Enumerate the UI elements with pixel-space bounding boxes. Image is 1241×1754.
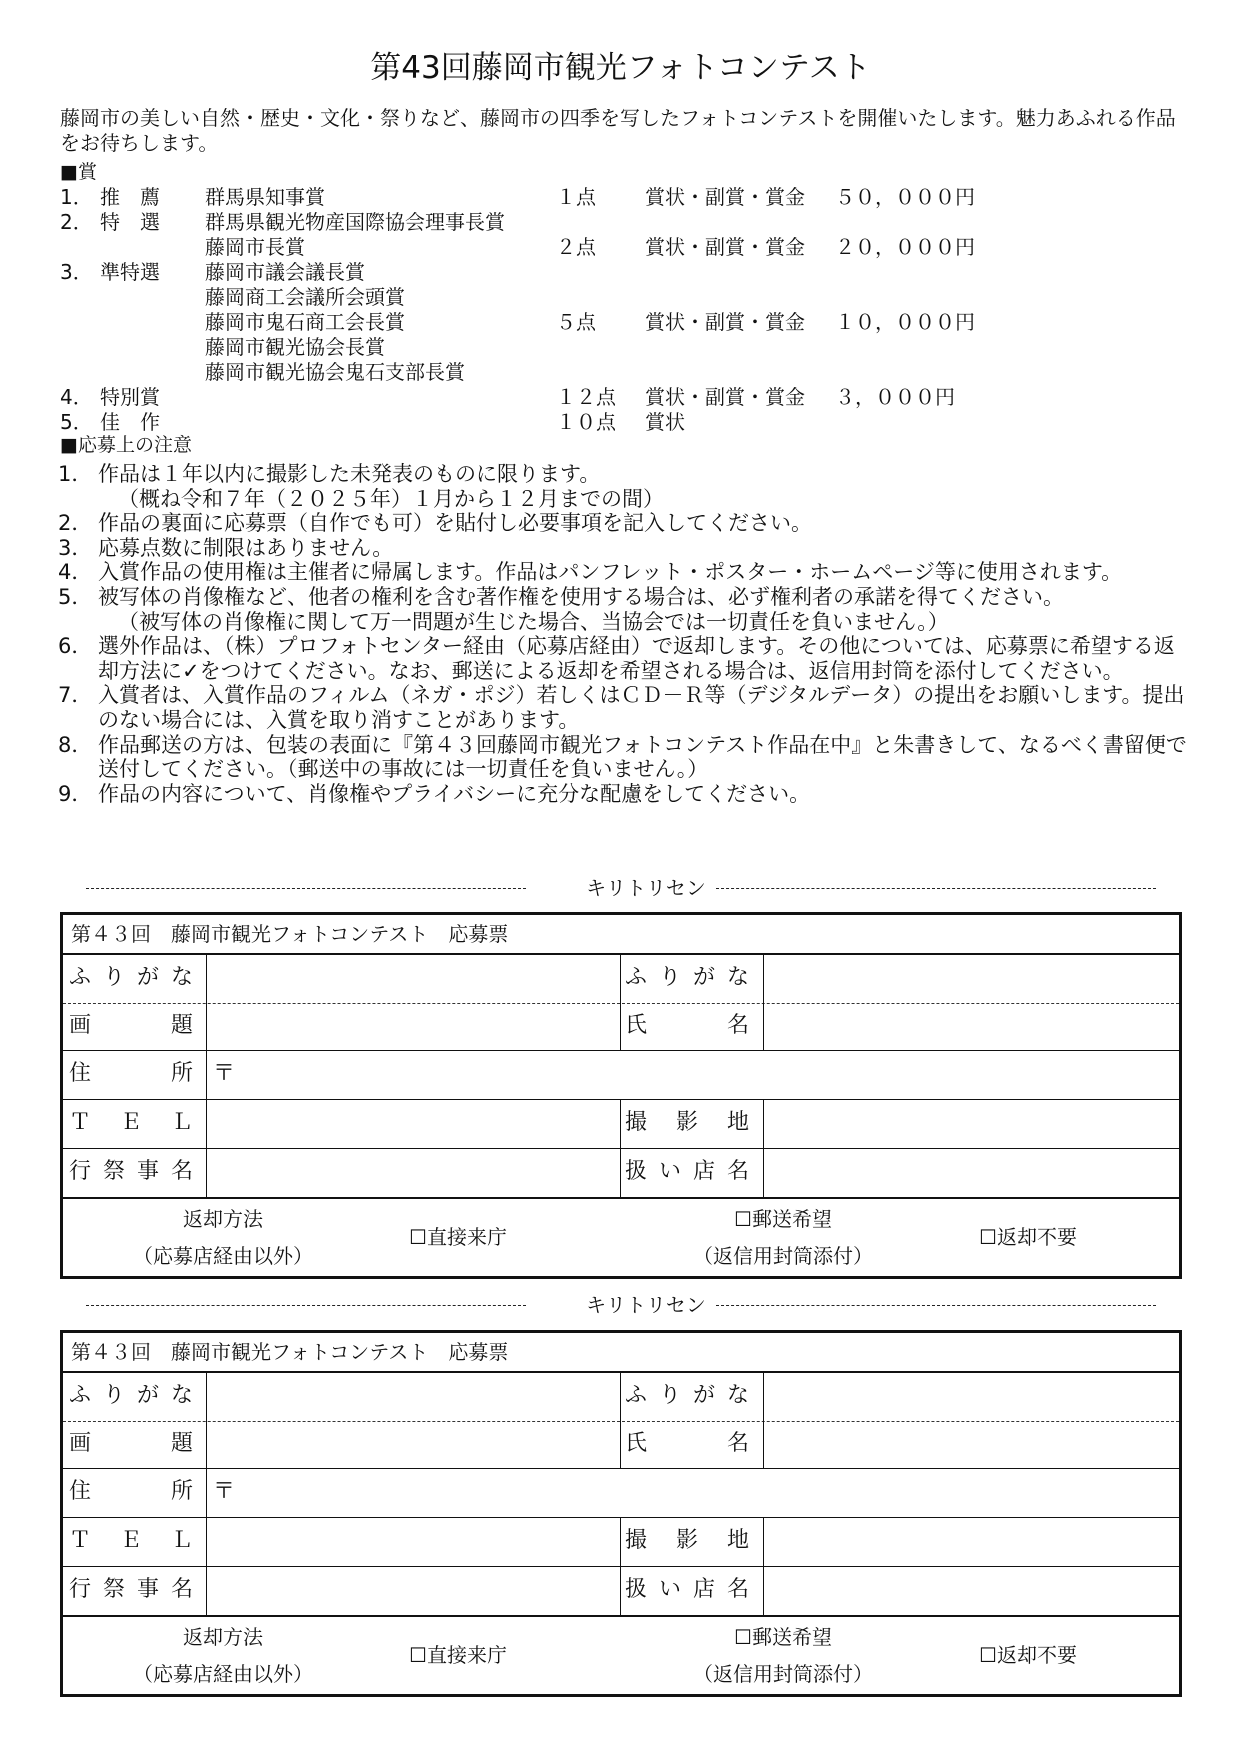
note-number: 2．: [58, 511, 93, 536]
note-number: 6．: [58, 634, 93, 659]
page-title: 第43回藤岡市観光フォトコンテスト: [370, 50, 871, 86]
note-number: 5．: [58, 584, 93, 609]
furigana-label: [625, 963, 749, 993]
title-label-char: 画: [69, 1431, 92, 1456]
prize-reward: 賞状・副賞・賞金: [645, 185, 805, 209]
intro-text: 藤岡市の美しい自然・歴史・文化・祭りなど、藤岡市の四季を写したフォトコンテストを開催いたします。魅力あふれる作品をお待ちします。: [60, 106, 1176, 155]
furigana-label-char: ふ: [69, 965, 92, 990]
prize-amount: ３，０００円: [835, 385, 955, 409]
col-divider: [763, 1371, 764, 1468]
tel-label-char: Ｔ: [69, 1110, 92, 1135]
note-subtext: （被写体の肖像権に関して万一問題が生じた場合、当協会では一切責任を負いません。）: [118, 609, 949, 634]
title-label: [69, 1011, 193, 1041]
address-label-char: 所: [170, 1061, 193, 1086]
address-label: [69, 1477, 193, 1507]
furigana-input[interactable]: [768, 1373, 1178, 1419]
notes-list: [58, 462, 1188, 806]
option-none-checkbox[interactable]: ☐返却不要: [979, 1643, 1077, 1667]
note-text: 作品郵送の方は、包装の表面に『第４３回藤岡市観光フォトコンテスト作品在中』と朱書きして、なるべく書留便で送付してください。（郵送中の事故には一切責任を負いません。）: [98, 732, 1187, 782]
row-divider: [63, 1003, 1179, 1004]
entry-form: [60, 912, 1182, 1279]
photo-title-input[interactable]: [211, 1005, 616, 1049]
note-item: [58, 462, 1188, 487]
prize-count: １点: [556, 185, 596, 209]
furigana-label-char: が: [692, 1383, 715, 1408]
return-method-label: 返却方法: [183, 1625, 263, 1649]
furigana-label-char: ふ: [625, 965, 648, 990]
address-label-char: 所: [170, 1479, 193, 1504]
tel-label: [69, 1108, 193, 1138]
cut-dash-right: [716, 888, 1156, 889]
shop-label-char: 扱: [625, 1159, 648, 1184]
location-label: [625, 1526, 749, 1556]
location-label-char: 地: [726, 1528, 749, 1553]
prize-no: 5．: [60, 410, 93, 434]
option-direct-checkbox[interactable]: ☐直接来庁: [409, 1643, 507, 1667]
prize-reward: 賞状: [645, 410, 685, 434]
name-label-char: 氏: [625, 1013, 648, 1038]
return-method-label: 返却方法: [183, 1207, 263, 1231]
cut-dash-right: [716, 1305, 1156, 1306]
location-input[interactable]: [768, 1101, 1178, 1147]
shop-input[interactable]: [768, 1568, 1178, 1614]
furigana-label: [69, 963, 193, 993]
note-text: 被写体の肖像権など、他者の権利を含む著作権を使用する場合は、必ず権利者の承諾を得てください。: [98, 584, 1064, 609]
shop-input[interactable]: [768, 1150, 1178, 1196]
title-label-char: 画: [69, 1013, 92, 1038]
furigana-label-char: り: [102, 1383, 125, 1408]
prize-cat: 特別賞: [100, 385, 160, 409]
shop-label: [625, 1575, 749, 1605]
prize-amount: ２０，０００円: [835, 235, 975, 259]
note-number: 3．: [58, 535, 93, 560]
row-divider: [63, 1197, 1179, 1199]
row-divider: [63, 1615, 1179, 1617]
name-input[interactable]: [768, 1005, 1178, 1049]
note-item: [58, 683, 1188, 732]
furigana-input[interactable]: [211, 955, 616, 1001]
row-divider: [63, 1099, 1179, 1100]
note-item: [58, 536, 1188, 561]
furigana-label-char: な: [726, 965, 749, 990]
prize-reward: 賞状・副賞・賞金: [645, 310, 805, 334]
note-text: 作品の裏面に応募票（自作でも可）を貼付し必要事項を記入してください。: [98, 511, 812, 536]
furigana-label: [69, 1381, 193, 1411]
cut-label: キリトリセン: [586, 876, 706, 900]
note-number: 7．: [58, 683, 93, 708]
tel-input[interactable]: [211, 1101, 616, 1147]
location-label-char: 影: [675, 1110, 698, 1135]
cut-dash-left: [86, 888, 526, 889]
note-text: 作品の内容について、肖像権やプライバシーに充分な配慮をしてください。: [98, 781, 811, 806]
note-number: 9．: [58, 781, 93, 806]
form-title: 第４３回 藤岡市観光フォトコンテスト 応募票: [63, 1333, 1179, 1373]
option-none-checkbox[interactable]: ☐返却不要: [979, 1225, 1077, 1249]
row-divider: [63, 1517, 1179, 1518]
prize-name: 藤岡市長賞: [205, 235, 305, 259]
location-label: [625, 1108, 749, 1138]
option-mail-note: （返信用封筒添付）: [693, 1662, 873, 1686]
prize-name: 藤岡市鬼石商工会長賞: [205, 310, 405, 334]
shop-label-char: い: [658, 1577, 681, 1602]
furigana-label-char: が: [136, 1383, 159, 1408]
tel-label-char: Ｌ: [170, 1528, 193, 1553]
address-input[interactable]: [238, 1470, 1178, 1516]
prize-name: 群馬県知事賞: [205, 185, 325, 209]
row-divider: [63, 1468, 1179, 1469]
furigana-label-char: が: [692, 965, 715, 990]
option-mail-note: （返信用封筒添付）: [693, 1244, 873, 1268]
shop-label-char: 店: [692, 1577, 715, 1602]
address-label-char: 住: [69, 1061, 92, 1086]
note-item: [58, 585, 1188, 610]
col-divider: [206, 953, 207, 1197]
furigana-label-char: り: [102, 965, 125, 990]
furigana-label-char: り: [658, 965, 681, 990]
prize-name: 群馬県観光物産国際協会理事長賞: [205, 210, 505, 234]
return-method-note: （応募店経由以外）: [133, 1662, 313, 1686]
prize-no: 2．: [60, 210, 93, 234]
note-number: 1．: [58, 462, 93, 486]
prize-cat: 特 選: [100, 210, 160, 234]
col-divider: [620, 1517, 621, 1615]
furigana-label-char: ふ: [625, 1383, 648, 1408]
cut-line: [86, 876, 1156, 900]
event-input[interactable]: [211, 1568, 616, 1614]
col-divider: [763, 953, 764, 1050]
prize-name: 藤岡市観光協会長賞: [205, 335, 385, 359]
tel-label: [69, 1526, 193, 1556]
col-divider: [620, 953, 621, 1050]
prize-name: 藤岡商工会議所会頭賞: [205, 285, 405, 309]
entry-form: [60, 1330, 1182, 1697]
event-label-char: 事: [136, 1159, 159, 1184]
form-title: 第４３回 藤岡市観光フォトコンテスト 応募票: [63, 915, 1179, 955]
note-text: 入賞者は、入賞作品のフィルム（ネガ・ポジ）若しくはＣＤ－Ｒ等（デジタルデータ）の提出をお願いします。提出のない場合には、入賞を取り消すことがあります。: [98, 683, 1185, 732]
prize-name: 藤岡市観光協会鬼石支部長賞: [205, 360, 465, 384]
option-mail-checkbox[interactable]: ☐郵送希望: [734, 1625, 832, 1649]
furigana-label-char: が: [136, 965, 159, 990]
prize-name: 藤岡市議会議長賞: [205, 260, 365, 284]
shop-label-char: い: [658, 1159, 681, 1184]
note-text: 作品は１年以内に撮影した未発表のものに限ります。: [98, 462, 601, 486]
address-label-char: 住: [69, 1479, 92, 1504]
furigana-input[interactable]: [211, 1373, 616, 1419]
address-input[interactable]: [238, 1052, 1178, 1098]
cut-dash-left: [86, 1305, 526, 1306]
row-divider: [63, 1421, 1179, 1422]
option-direct-checkbox[interactable]: ☐直接来庁: [409, 1225, 507, 1249]
name-label: [625, 1011, 749, 1041]
prize-count: ２点: [556, 235, 596, 259]
prizes-heading: ■賞: [60, 161, 97, 183]
furigana-label-char: り: [658, 1383, 681, 1408]
note-item: [58, 634, 1188, 683]
tel-label-char: Ｅ: [119, 1110, 142, 1135]
prize-cat: 準特選: [100, 260, 160, 284]
location-label-char: 撮: [625, 1528, 648, 1553]
title-label-char: 題: [170, 1013, 193, 1038]
prize-no: 1．: [60, 185, 93, 209]
cut-label: キリトリセン: [586, 1293, 706, 1317]
name-label-char: 名: [726, 1013, 749, 1038]
furigana-label-char: ふ: [69, 1383, 92, 1408]
prize-count: １０点: [556, 410, 616, 434]
note-number: 4．: [58, 560, 93, 585]
prize-amount: ５０，０００円: [835, 185, 975, 209]
col-divider: [763, 1517, 764, 1615]
event-label-char: 祭: [102, 1577, 125, 1602]
prize-cat: 佳 作: [100, 410, 160, 434]
furigana-label-char: な: [726, 1383, 749, 1408]
location-input[interactable]: [768, 1519, 1178, 1565]
shop-label-char: 名: [726, 1577, 749, 1602]
col-divider: [620, 1099, 621, 1197]
tel-label-char: Ｌ: [170, 1110, 193, 1135]
location-label-char: 撮: [625, 1110, 648, 1135]
event-label-char: 事: [136, 1577, 159, 1602]
note-item: [58, 782, 1188, 807]
note-item: [58, 560, 1188, 585]
row-divider: [63, 1566, 1179, 1567]
notes-heading: ■応募上の注意: [60, 434, 192, 456]
note-number: 8．: [58, 732, 93, 757]
event-input[interactable]: [211, 1150, 616, 1196]
row-divider: [63, 1050, 1179, 1051]
location-label-char: 地: [726, 1110, 749, 1135]
event-label-char: 行: [69, 1577, 92, 1602]
col-divider: [206, 1371, 207, 1615]
event-label-char: 名: [170, 1577, 193, 1602]
name-input[interactable]: [768, 1423, 1178, 1467]
postal-mark: 〒: [213, 1061, 236, 1086]
event-label-char: 名: [170, 1159, 193, 1184]
event-label: [69, 1157, 193, 1187]
shop-label-char: 名: [726, 1159, 749, 1184]
location-label-char: 影: [675, 1528, 698, 1553]
tel-label-char: Ｅ: [119, 1528, 142, 1553]
prize-count: ５点: [556, 310, 596, 334]
title-label: [69, 1429, 193, 1459]
tel-label-char: Ｔ: [69, 1528, 92, 1553]
note-item: [58, 733, 1188, 782]
note-subtext: （概ね令和７年（２０２５年）１月から１２月までの間）: [118, 486, 664, 511]
note-item: [58, 511, 1188, 536]
prize-no: 4．: [60, 385, 93, 409]
shop-label: [625, 1157, 749, 1187]
furigana-input[interactable]: [768, 955, 1178, 1001]
name-label-char: 名: [726, 1431, 749, 1456]
shop-label-char: 扱: [625, 1577, 648, 1602]
name-label-char: 氏: [625, 1431, 648, 1456]
shop-label-char: 店: [692, 1159, 715, 1184]
option-mail-checkbox[interactable]: ☐郵送希望: [734, 1207, 832, 1231]
event-label-char: 祭: [102, 1159, 125, 1184]
event-label-char: 行: [69, 1159, 92, 1184]
note-text: 入賞作品の使用権は主催者に帰属します。作品はパンフレット・ポスター・ホームページ等に使用されます。: [98, 560, 1123, 585]
title-label-char: 題: [170, 1431, 193, 1456]
photo-title-input[interactable]: [211, 1423, 616, 1467]
furigana-label-char: な: [170, 1383, 193, 1408]
postal-mark: 〒: [213, 1479, 236, 1504]
cut-line: [86, 1293, 1156, 1317]
prize-no: 3．: [60, 260, 93, 284]
tel-input[interactable]: [211, 1519, 616, 1565]
event-label: [69, 1575, 193, 1605]
col-divider: [620, 1371, 621, 1468]
prize-amount: １０，０００円: [835, 310, 975, 334]
name-label: [625, 1429, 749, 1459]
prize-reward: 賞状・副賞・賞金: [645, 385, 805, 409]
prize-reward: 賞状・副賞・賞金: [645, 235, 805, 259]
prize-cat: 推 薦: [100, 185, 160, 209]
note-text: 応募点数に制限はありません。: [98, 535, 394, 560]
col-divider: [763, 1099, 764, 1197]
address-label: [69, 1059, 193, 1089]
note-text: 選外作品は、（株）プロフォトセンター経由（応募店経由）で返却します。その他については、応募票に希望する返却方法に✓をつけてください。なお、郵送による返却を希望される場合は、返信用封筒を添付してください。: [98, 634, 1175, 683]
prize-count: １２点: [556, 385, 616, 409]
furigana-label: [625, 1381, 749, 1411]
row-divider: [63, 1148, 1179, 1149]
furigana-label-char: な: [170, 965, 193, 990]
return-method-note: （応募店経由以外）: [133, 1244, 313, 1268]
